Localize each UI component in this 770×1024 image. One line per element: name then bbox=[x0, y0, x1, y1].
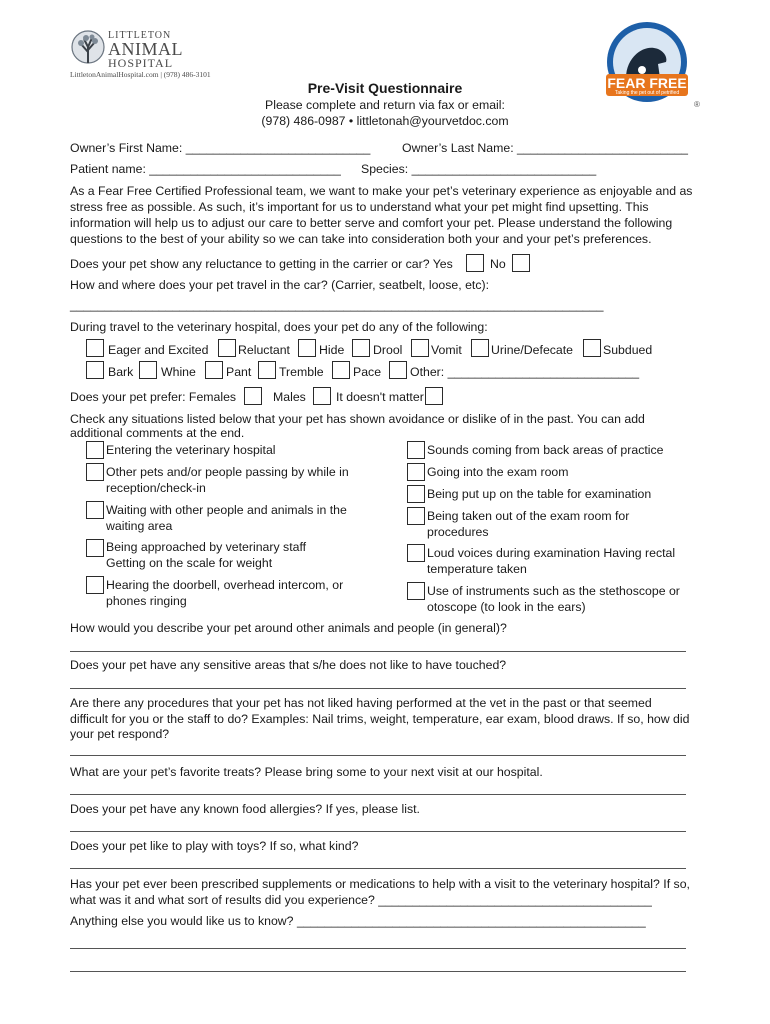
carrier-no-label: No bbox=[490, 257, 506, 271]
toys-question: Does your pet like to play with toys? If so, what kind? bbox=[70, 839, 359, 853]
prefer-question: Does your pet prefer: Females bbox=[70, 390, 237, 404]
sensitive-areas-answer-line[interactable] bbox=[70, 688, 686, 689]
behavior-label: Bark bbox=[108, 365, 134, 379]
nomatter-checkbox[interactable] bbox=[425, 387, 443, 405]
urine-checkbox[interactable] bbox=[471, 339, 489, 357]
behavior-label: Vomit bbox=[431, 343, 462, 357]
situation-checkbox[interactable] bbox=[86, 501, 104, 519]
situation-label: Loud voices during examination Having rectal temperature taken bbox=[427, 546, 676, 576]
situation-label: Waiting with other people and animals in the waiting area bbox=[106, 503, 347, 533]
travel-answer-line[interactable]: ______________________________________________________________________________ bbox=[70, 298, 604, 312]
whine-checkbox[interactable] bbox=[139, 361, 157, 379]
situation-checkbox[interactable] bbox=[407, 582, 425, 600]
behavior-label: Whine bbox=[161, 365, 196, 379]
intro-paragraph: As a Fear Free Certified Professional team, we want to make your pet’s veterinary experience as enjoyable and as stress free as possible. As such, it’s important for us to understand what your pet might find upsetting. This information will help us to adjust our care to better serve and comfort your pet. Please understand the following questions to the best of your ability so we can take into consideration both your and your pet’s preferences. bbox=[70, 184, 693, 246]
allergies-question: Does your pet have any known food allergies? If yes, please list. bbox=[70, 802, 420, 816]
drool-checkbox[interactable] bbox=[352, 339, 370, 357]
situation-label: Entering the veterinary hospital bbox=[106, 443, 276, 457]
other-checkbox[interactable] bbox=[389, 361, 407, 379]
carrier-no-checkbox[interactable] bbox=[512, 254, 530, 272]
subtitle-line2: (978) 486-0987 • littletonah@yourvetdoc.com bbox=[261, 114, 509, 128]
behavior-label: Urine/Defecate bbox=[491, 343, 574, 357]
situation-checkbox[interactable] bbox=[407, 544, 425, 562]
situation-label: Going into the exam room bbox=[427, 465, 569, 479]
situation-label: Being taken out of the exam room for procedures bbox=[427, 509, 630, 539]
clinic-name-line2: ANIMAL bbox=[108, 39, 183, 59]
situation-checkbox[interactable] bbox=[86, 576, 104, 594]
behavior-label: Subdued bbox=[603, 343, 653, 357]
situation-label: Sounds coming from back areas of practice bbox=[427, 443, 664, 457]
situation-checkbox[interactable] bbox=[86, 539, 104, 557]
around-others-answer-line[interactable] bbox=[70, 651, 686, 652]
clinic-contact: LittletonAnimalHospital.com | (978) 486-3101 bbox=[70, 70, 211, 79]
fear-free-text: FEAR FREE bbox=[607, 75, 687, 91]
registered-mark: ® bbox=[694, 100, 700, 109]
subtitle-line1: Please complete and return via fax or email: bbox=[265, 98, 505, 112]
situation-label: Being approached by veterinary staff Getting on the scale for weight bbox=[106, 540, 307, 570]
patient-name-field[interactable]: Patient name: ____________________________ bbox=[70, 162, 341, 176]
around-others-question: How would you describe your pet around other animals and people (in general)? bbox=[70, 621, 507, 635]
situation-label: Use of instruments such as the stethoscope or otoscope (to look in the ears) bbox=[427, 584, 680, 614]
page-title: Pre-Visit Questionnaire bbox=[307, 80, 463, 96]
hide-checkbox[interactable] bbox=[298, 339, 316, 357]
nomatter-label: It doesn't matter bbox=[336, 390, 424, 404]
behavior-label: Pace bbox=[353, 365, 382, 379]
anything-else-line-3[interactable] bbox=[70, 971, 686, 972]
anything-else-question[interactable]: Anything else you would like us to know? ___________________________________________________ bbox=[70, 914, 646, 928]
situation-label: Being put up on the table for examination bbox=[427, 487, 652, 501]
allergies-answer-line[interactable] bbox=[70, 831, 686, 832]
behavior-label: Drool bbox=[373, 343, 403, 357]
behavior-other-field[interactable]: Other: ____________________________ bbox=[410, 365, 640, 379]
pant-checkbox[interactable] bbox=[205, 361, 223, 379]
carrier-yes-checkbox[interactable] bbox=[466, 254, 484, 272]
procedures-question: Are there any procedures that your pet has not liked having performed at the vet in the past or that seemed difficult for you or the staff to do? Examples: Nail trims, weight, temperature, ear exam, blood draws. If so, how did your pet respond? bbox=[70, 696, 690, 741]
vomit-checkbox[interactable] bbox=[411, 339, 429, 357]
tremble-checkbox[interactable] bbox=[258, 361, 276, 379]
carrier-question: Does your pet show any reluctance to getting in the carrier or car? Yes bbox=[70, 257, 453, 271]
males-checkbox[interactable] bbox=[313, 387, 331, 405]
procedures-answer-line[interactable] bbox=[70, 755, 686, 756]
species-field[interactable]: Species: ___________________________ bbox=[361, 162, 597, 176]
clinic-name-line3: HOSPITAL bbox=[108, 56, 174, 70]
females-checkbox[interactable] bbox=[244, 387, 262, 405]
toys-answer-line[interactable] bbox=[70, 868, 686, 869]
behavior-label: Eager and Excited bbox=[108, 343, 209, 357]
owner-first-name-field[interactable]: Owner’s First Name: ___________________________ bbox=[70, 141, 371, 155]
subdued-checkbox[interactable] bbox=[583, 339, 601, 357]
anything-else-line-2[interactable] bbox=[70, 948, 686, 949]
situation-checkbox[interactable] bbox=[86, 441, 104, 459]
reluctant-checkbox[interactable] bbox=[218, 339, 236, 357]
tree-logo-icon bbox=[70, 30, 106, 68]
treats-question: What are your pet’s favorite treats? Please bring some to your next visit at our hospital. bbox=[70, 765, 543, 779]
situation-checkbox[interactable] bbox=[407, 507, 425, 525]
fear-free-badge bbox=[602, 20, 700, 110]
behavior-label: Tremble bbox=[279, 365, 324, 379]
situation-checkbox[interactable] bbox=[407, 441, 425, 459]
behavior-label: Pant bbox=[226, 365, 252, 379]
travel-question: How and where does your pet travel in the car? (Carrier, seatbelt, loose, etc): bbox=[70, 278, 489, 292]
situation-label: Other pets and/or people passing by while in reception/check-in bbox=[106, 465, 349, 495]
situation-label: Hearing the doorbell, overhead intercom, or phones ringing bbox=[106, 578, 344, 608]
fear-free-dog-icon bbox=[602, 20, 692, 110]
eager-checkbox[interactable] bbox=[86, 339, 104, 357]
owner-last-name-field[interactable]: Owner’s Last Name: _________________________ bbox=[402, 141, 689, 155]
bark-checkbox[interactable] bbox=[86, 361, 104, 379]
treats-answer-line[interactable] bbox=[70, 794, 686, 795]
behavior-label: Hide bbox=[319, 343, 345, 357]
during-travel-question: During travel to the veterinary hospital, does your pet do any of the following: bbox=[70, 320, 488, 334]
fear-free-tagline: Taking the pet out of petrified bbox=[614, 90, 680, 96]
pace-checkbox[interactable] bbox=[332, 361, 350, 379]
supplements-question[interactable]: Has your pet ever been prescribed supplements or medications to help with a visit to the veterinary hospital? If so, what was it and what sort of results did you experience? ________________________________________ bbox=[70, 877, 690, 907]
situation-checkbox[interactable] bbox=[86, 463, 104, 481]
situation-checkbox[interactable] bbox=[407, 463, 425, 481]
sensitive-areas-question: Does your pet have any sensitive areas that s/he does not like to have touched? bbox=[70, 658, 507, 672]
behavior-label: Reluctant bbox=[238, 343, 290, 357]
situation-checkbox[interactable] bbox=[407, 485, 425, 503]
situations-instructions: Check any situations listed below that your pet has shown avoidance or dislike of in the past. You can add additional comments at the end. bbox=[70, 412, 645, 440]
males-label: Males bbox=[273, 390, 306, 404]
clinic-name-line1: LITTLETON bbox=[108, 30, 172, 41]
